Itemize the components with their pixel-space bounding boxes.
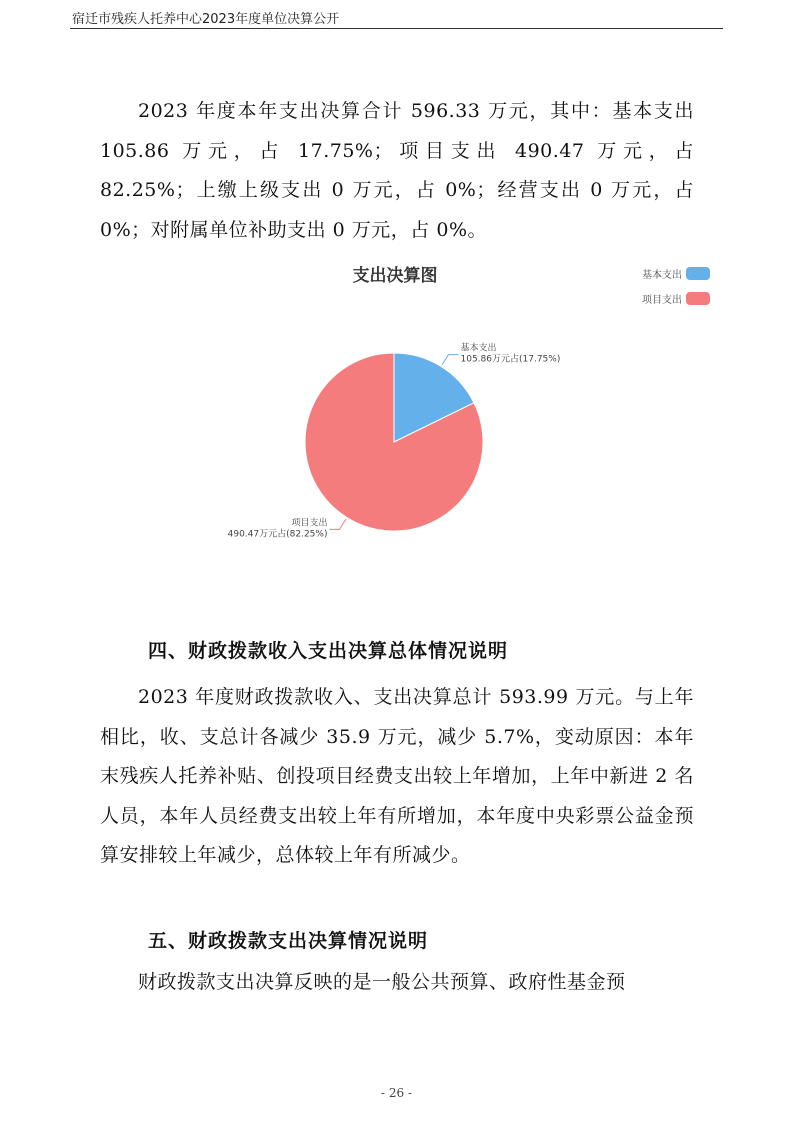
slice-value-label-slice-2: 490.47万元占(82.25%) <box>227 529 328 540</box>
paragraph-fiscal-expenditure: 财政拨款支出决算反映的是一般公共预算、政府性基金预 <box>138 971 626 993</box>
chart-legend <box>642 267 710 306</box>
header-divider <box>70 28 723 29</box>
pie-slices <box>305 353 483 531</box>
leader-line-slice-1 <box>442 355 458 365</box>
chart-title: 支出决算图 <box>352 266 438 286</box>
legend-swatch-slice-2 <box>686 292 710 305</box>
legend-label-slice-1: 基本支出 <box>642 270 682 281</box>
expenditure-pie-chart <box>200 255 720 555</box>
paragraph-expenditure-summary: 2023 年度本年支出决算合计 596.33 万元，其中：基本支出 105.86 万元，占 17.75%；项目支出 490.47 万元，占 82.25%；上缴上级支出 0 万元，占 0%；经营支出 0 万元，占 0%；对附属单位补助支出 0 万元，占 0%。 <box>100 100 694 241</box>
slice-name-label-slice-2: 项目支出 <box>291 518 328 529</box>
page-header: 宿迁市残疾人托养中心2023年度单位决算公开 <box>72 12 340 27</box>
page-number: - 26 - <box>380 1086 412 1100</box>
leader-line-slice-2 <box>329 519 345 529</box>
slice-name-label-slice-1: 基本支出 <box>460 343 497 354</box>
paragraph-fiscal-total: 2023 年度财政拨款收入、支出决算总计 593.99 万元。与上年相比，收、支总计各减少 35.9 万元，减少 5.7%，变动原因：本年末残疾人托养补贴、创投项目经费支出较上年增加，上年中新进 2 名人员，本年人员经费支出较上年有所增加，本年度中央彩票公益金预算安排较上年减少，总体较上年有所减少。 <box>100 686 694 866</box>
pie-chart-svg <box>200 255 720 555</box>
section-heading-5: 五、财政拨款支出决算情况说明 <box>148 930 429 952</box>
slice-value-label-slice-1: 105.86万元占(17.75%) <box>460 354 561 365</box>
legend-swatch-slice-1 <box>686 267 710 280</box>
section-heading-4: 四、财政拨款收入支出决算总体情况说明 <box>148 640 509 662</box>
legend-label-slice-2: 项目支出 <box>642 295 682 306</box>
